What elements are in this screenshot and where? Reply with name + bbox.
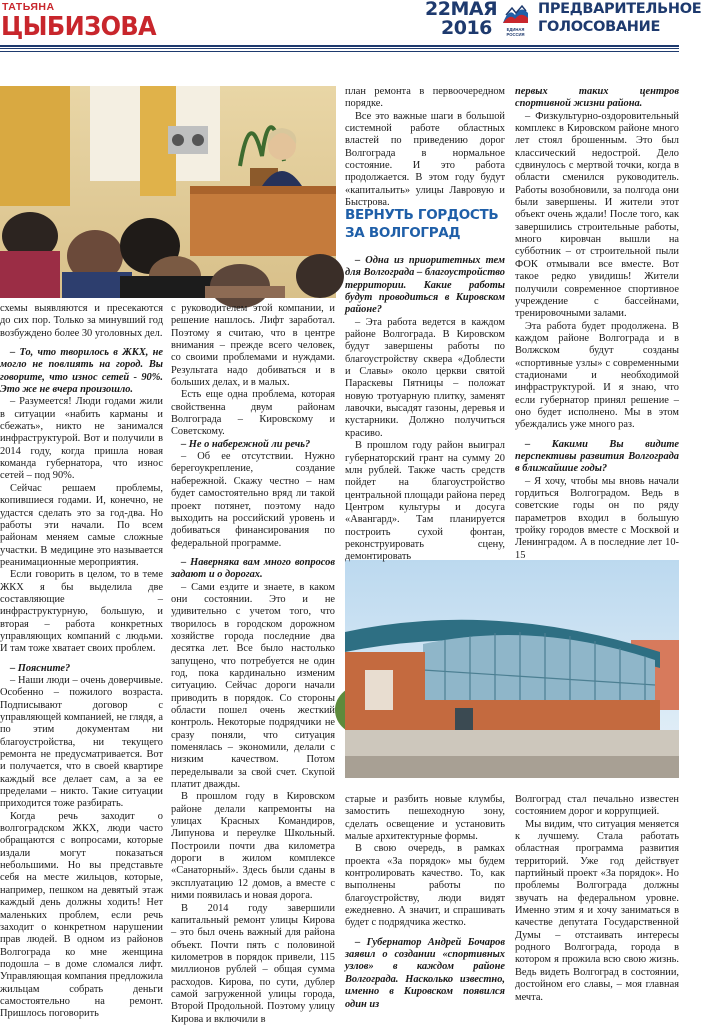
issue-year: 2016 — [441, 17, 492, 39]
col3-paragraph: – Эта работа ведется в каждом районе Волгограда. В Кировском будут завершены работы по благоустройству сквера «Доблести и Славы» около церкви святой Параскевы Пятницы – положат новую тротуарную плитку, заменят лавочки, высадят газоны, деревья и кустарники. Должно получиться красиво. — [345, 316, 505, 439]
interview-question: – То, что творилось в ЖКХ, не могло не повлиять на город. Вы говорите, что износ сетей - 90%. Это же не вчера произошло. — [0, 347, 163, 396]
col4-paragraph: – Я хочу, чтобы мы вновь начали гордиться Волгоградом. Ведь в советские годы он по ряду параметров входил в большую тройку городов вместе с Москвой и Ленинградом. А в последние лет 10-15 — [515, 475, 679, 561]
author-last-name: ЦЫБИЗОВА — [1, 11, 157, 42]
col3-paragraph: план ремонта в первоочередном порядке. — [345, 86, 505, 110]
col3-paragraph: В свою очередь, в рамках проекта «За порядок» мы будем контролировать качество. То, как выполнены работы по благоустройству, люди видят ежедневно. А значит, и спрашивать будет с подрядчика жестко. — [345, 843, 505, 929]
col1-paragraph: Когда речь заходит о волгоградском ЖКХ, люди часто обращаются с вопросами, которые издали могут показаться небольшими. Но вы представьте себя на месте жильцов, которые, например, пешком на девятый этаж каждый день должны ходить! Нет маленьких проблем, если речь заходит о конкретном нарушении прав людей. В одном из районов Волгограда ко мне женщина подошла – в доме сломался лифт. Управляющая компания предложила жильцам собрать деньги самостоятельно на ремонт. Пришлось поговорить — [0, 810, 163, 1020]
col3-paragraph: старые и разбить новые клумбы, замостить пешеходную зону, сделать освещение и установить малые архитектурные формы. — [345, 794, 505, 843]
col1-paragraph: – Разумеется! Люди годами жили в ситуации «набить карманы и сбежать», никто не занимался инфраструктурой. Вот и получили в 2014 году, когда пришла новая команда губернатора, что износ сетей – под 90%. — [0, 396, 163, 482]
party-logo-caption — [500, 28, 531, 37]
col2-paragraph: с руководителем этой компании, и решение нашлось. Лифт заработал. Поэтому я считаю, что в центре внимания – прежде всего человек, со своими проблемами и нуждами. Результата надо добиваться и в больших делах, и в малых. — [171, 303, 335, 389]
meeting-photo — [0, 86, 336, 298]
rubric-line1: ПРЕДВАРИТЕЛЬНОЕ — [538, 1, 701, 17]
interview-question: – Наверняка вам много вопросов задают и о дорогах. — [171, 556, 335, 581]
interview-question: – Одна из приоритетных тем для Волгограда – благоустройство территории. Какие работы будут проводиться в Кировском районе? — [345, 255, 505, 316]
col4-paragraph: Волгоград стал печально известен состоянием дорог и коррупцией. — [515, 794, 679, 818]
column-3-middle — [345, 255, 505, 563]
column-2 — [171, 303, 335, 1025]
sports-complex-photo — [345, 560, 679, 778]
col2-paragraph: В 2014 году завершили капитальный ремонт улицы Кирова – это был очень важный для района объект. Почти пять с половиной километров в порядок привели, 115 миллионов рублей – общая сумма расходов. Кирова, по сути, дублер самой загруженной улицы города, Второй Продольной. Поэтому улицу Кирова и включили в — [171, 902, 335, 1025]
header-stripes — [0, 45, 679, 53]
author-first-name: ТАТЬЯНА — [2, 1, 55, 13]
column-1 — [0, 303, 163, 1020]
col1-paragraph: – Наши люди – очень доверчивые. Особенно – пожилого возраста. Подписывают договор с управляющей компанией, не глядя, а по этим документам ни благоустройства, ни текущего ремонта не предусматривается. Вот и получается, что в своей квартире каждый все делает сам, а за ее пределами – никто. Такие ситуации приходится тоже разбирать. — [0, 674, 163, 810]
column-3-top — [345, 86, 505, 209]
interview-question: – Поясните? — [10, 662, 71, 674]
rubric-line2: ГОЛОСОВАНИЕ — [538, 19, 661, 35]
section-heading: ВЕРНУТЬ ГОРДОСТЬ ЗА ВОЛГОГРАД — [345, 207, 499, 241]
col4-paragraph: Мы видим, что ситуация меняется к лучшему. Стала работать областная программа развития территорий. Уже год действует партийный проект «За порядок». Но проблемы Волгограда должны звучать на федеральном уровне. Именно этим я и хочу заниматься в качестве депутата Государственной Думы – отстаивать интересы родного Волгограда, города в котором я прожила всю свою жизнь. Ведь видеть Волгоград в состоянии, достойном его славы, – моя главная мечта. — [515, 818, 679, 1003]
col2-paragraph: Есть еще одна проблема, которая свойственна двум районам Волгограда – Кировскому и Советскому. — [171, 389, 335, 438]
issue-date: 22МАЯ — [425, 0, 498, 20]
col1-paragraph: Сейчас решаем проблемы, копившиеся годами. И, конечно, не удастся сделать это за год-два. Но работы эти начали. По всем районам меняем самые сложные участки. В медицине это называется реанимационные мероприятия. — [0, 482, 163, 568]
col4-paragraph: – Физкультурно-оздоровительный комплекс в Кировском районе много лет стоял брошенным. Это был классический недострой. Дело сдвинулось с мертвой точки, когда в области сменился руководитель. Работы возобновили, за полгода они были завершены. И жители этот объект очень ждали! После того, как завершились строительные работы, много кировчан вышли на субботник – от строительной пыли ФОК отмывали все вместе. Вот такое редко увидишь! Жители получили современное спортивное учреждение с бассейнами, тренировочными залами. — [515, 110, 679, 320]
logo-text-line2: РОССИЯ — [506, 31, 525, 37]
column-4-top — [515, 86, 679, 561]
col2-paragraph: – Сами ездите и знаете, в каком они состоянии. Это и не удивительно с учетом того, что творилось в городском дорожном хозяйстве города последние два десятка лет. Все было настолько запущено, что потребуется не один год, пока кардинально изменим ситуацию. Сейчас дороги начали приводить в порядок. Со стороны области пошел очень жесткий контроль. Некоторые подрядчики не сразу поняли, что ситуация поменялась – экономили, делали с низким качеством. Потом переделывали за свой счет. Скупой платит дважды. — [171, 581, 335, 791]
col1-paragraph: Если говорить в целом, то в теме ЖКХ я бы выделила две составляющие – инфраструктурную, большую, и вторая – работа конкретных управляющих компаний с людьми. И там тоже хватает своих проблем. — [0, 569, 163, 655]
col2-paragraph: – Об ее отсутствии. Нужно берегоукрепление, создание набережной. Скажу честно – нам будет самостоятельно вряд ли такой проект потянет, поэтому надо выходить на российский уровень и добиваться финансирования по федеральной программе. — [171, 451, 335, 549]
column-3-bottom — [345, 794, 505, 1010]
page-header — [0, 0, 701, 52]
interview-question: – Не о набережной ли речь? — [181, 438, 311, 450]
interview-question: – Губернатор Андрей Бочаров заявил о создании «спортивных узлов» в каждом районе Волгограда. Насколько известно, именно в Кировском появился один из — [345, 936, 505, 1010]
column-4-bottom — [515, 794, 679, 1003]
col2-paragraph: В прошлом году в Кировском районе делали капремонты на улицах Красных Командиров, Липунова и переулке Школьный. Построили почти два километра дороги в жилом комплексе «Санаторный». Здесь были сданы в эксплуатацию 12 домов, а вместе с ними появилась и новая дорога. — [171, 791, 335, 902]
col3-paragraph: В прошлом году район выиграл губернаторский грант на сумму 20 млн рублей. Также часть средств пойдет на благоустройство центральной площади района перед Центром культуры и досуга «Авангард». Там планируется построить сухой фонтан, реконструировать сцену, демонтировать — [345, 440, 505, 563]
col3-paragraph: Все это важные шаги в большой системной работе областных властей по приведению дорог Волгограда в нормальное состояние. И это работа продолжается. В этом году будут «капитальить» улицы Лавровую и Быстрова. — [345, 110, 505, 209]
interview-question: первых таких центров спортивной жизни района. — [515, 86, 679, 110]
logo-text-line1: ЕДИНАЯ — [506, 27, 525, 32]
col1-paragraph: схемы выявляются и пресекаются до сих пор. Только за минувший год возбуждено более 30 уголовных дел. — [0, 303, 163, 339]
interview-question: – Какими Вы видите перспективы развития Волгограда в ближайшие годы? — [515, 438, 679, 475]
col4-paragraph: Эта работа будет продолжена. В каждом районе Волгограда и в Волжском будут созданы «спортивные узлы» с современными стадионами и необходимой инфраструктурой. И я знаю, что если губернатор принял решение – оно будет исполнено. Мы в этом убеждались уже много раз. — [515, 320, 679, 431]
